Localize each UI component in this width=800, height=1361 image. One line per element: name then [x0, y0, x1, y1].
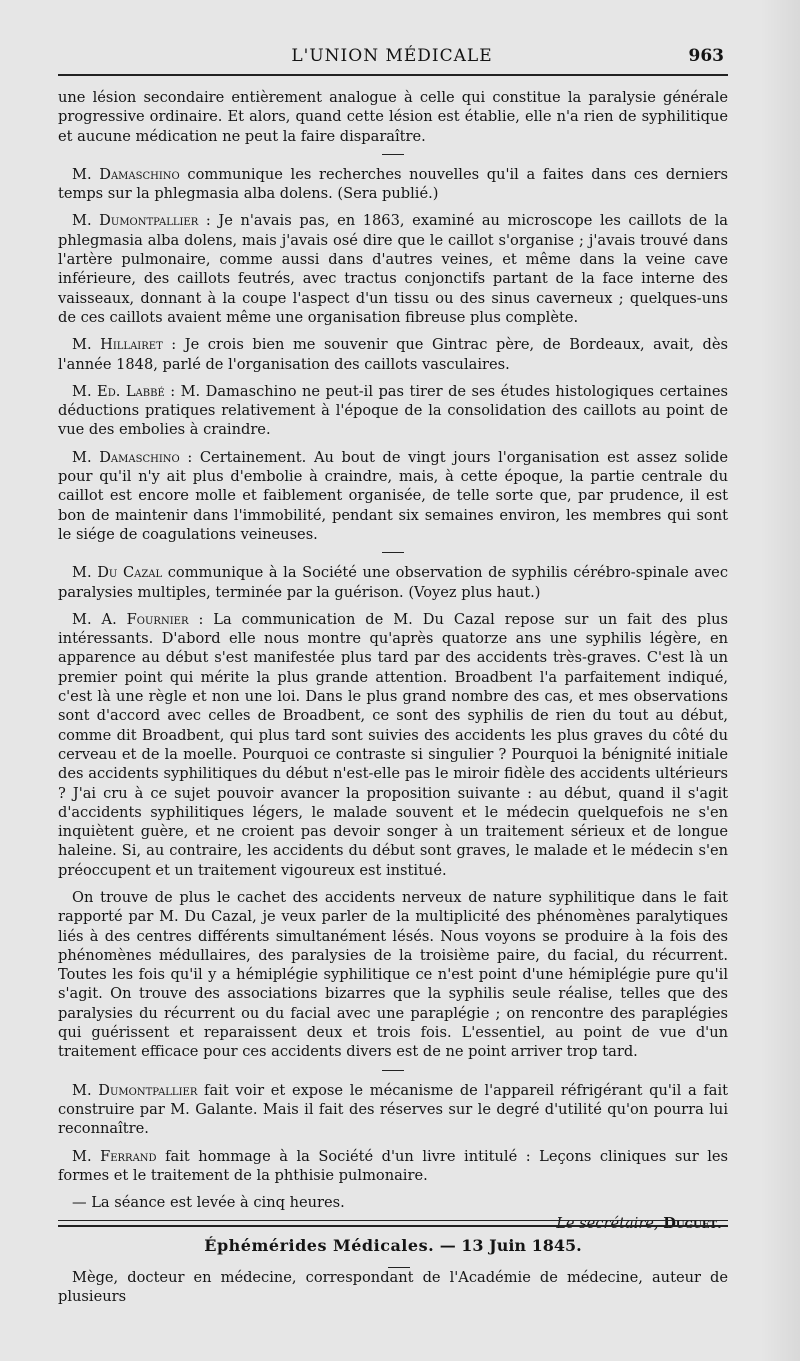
- paragraph: [58, 88, 728, 146]
- speaker-name: M. Du Cazal: [72, 564, 163, 582]
- ephemerides-title: Éphémérides Médicales.: [204, 1236, 435, 1255]
- signature-name: Duguet.: [663, 1215, 722, 1233]
- paragraph: [58, 448, 728, 544]
- speaker-name: M. Ferrand: [72, 1147, 157, 1165]
- paragraph: [58, 888, 728, 1062]
- header-rule: [58, 74, 728, 76]
- paragraph-text: une lésion secondaire entièrement analogue à celle qui constitue la paralysie générale progressive ordinaire. Et alors, quand cette lésion est établie, elle n'a rien de syphilitique et aucune médication ne peut la faire disparaître.: [58, 89, 728, 145]
- paragraph: [58, 610, 728, 880]
- paragraph-text: communique à la Société une observation de syphilis cérébro-spinale avec paralysies multiples, terminée par la guérison. (Voyez plus haut.): [58, 564, 728, 601]
- paragraph: [58, 1147, 728, 1186]
- paragraph-text: : Je n'avais pas, en 1863, examiné au microscope les caillots de la phlegmasia alba dolens, mais j'avais osé dire que le caillot s'organise ; j'avais trouvé dans l'artère pulmonaire, comme aussi dans d'autres veines, et même dans la veine cave inférieure, des caillots feutrés, avec tractus conjonctifs partant de la face interne des vaisseaux, donnant à la coupe l'aspect d'un tissu ou des sinus caverneux ; quelques-uns de ces caillots avaient même une organisation fibreuse plus complète.: [58, 212, 728, 326]
- paragraph-text: On trouve de plus le cachet des accidents nerveux de nature syphilitique dans le fait rapporté par M. Du Cazal, je veux parler de la multiplicité des phénomènes paralytiques liés à des centres différents simultanément lésés. Nous voyons se produire à la fois des phénomènes médullaires, des paralysies de la troisième paire, du facial, du récurrent. Toutes les fois qu'il y a hémiplégie syphilitique ce n'est point d'une hémiplégie pure qu'il s'agit. On trouve des associations bizarres que la syphilis seule réalise, telles que des paralysies du récurrent ou du facial avec une paraplégie ; on rencontre des paraplégies qui guérissent et reparaissent deux et trois fois. L'essentiel, au point de vue d'un traitement efficace pour ces accidents divers est de ne point arriver trop tard.: [58, 888, 728, 1061]
- paragraph: [58, 382, 728, 440]
- ephemerides-date: — 13 Juin 1845.: [439, 1236, 582, 1255]
- speaker-name: M. Dumontpallier: [72, 212, 199, 230]
- article-body: [58, 88, 728, 1234]
- paragraph-text: : Certainement. Au bout de vingt jours l'organisation est assez solide pour qu'il n'y ait plus d'embolie à craindre, mais, à cette époque, la partie centrale du caillot est encore molle et faiblement organisée, de telle sorte que, par prudence, il est bon de maintenir dans l'immobilité, pendant six semaines environ, les membres qui sont le siége de coagulations veineuses.: [58, 448, 728, 543]
- page-number: 963: [688, 46, 724, 66]
- speaker-name: M. A. Fournier: [72, 610, 189, 628]
- section-separator: [382, 154, 404, 155]
- paragraph: [58, 1081, 728, 1139]
- paragraph-text: : Je crois bien me souvenir que Gintrac père, de Bordeaux, avait, dès l'année 1848, parlé de l'organisation des caillots vasculaires.: [58, 336, 728, 373]
- paragraph: [58, 563, 728, 602]
- paragraph-text: fait hommage à la Société d'un livre intitulé : Leçons cliniques sur les formes et le traitement de la phthisie pulmonaire.: [58, 1147, 728, 1184]
- section-separator: [382, 552, 404, 553]
- speaker-name: M. Damaschino: [72, 165, 180, 183]
- speaker-name: M. Dumontpallier: [72, 1081, 198, 1099]
- speaker-name: M. Ed. Labbé: [72, 382, 165, 400]
- section-separator: [382, 1070, 404, 1071]
- paragraph: [58, 1193, 728, 1212]
- paragraph-text: : M. Damaschino ne peut-il pas tirer de ses études histologiques certaines déductions pratiques relativement à l'époque de la consolidation des caillots au point de vue des embolies à craindre.: [58, 382, 728, 439]
- ephemerides-heading: [58, 1236, 728, 1255]
- speaker-name: M. Damaschino: [72, 448, 180, 466]
- paragraph-text: — La séance est levée à cinq heures.: [72, 1194, 345, 1212]
- signature-role: Le secrétaire,: [556, 1215, 659, 1233]
- paragraph-text: fait voir et expose le mécanisme de l'appareil réfrigérant qu'il a fait construire par M. Galante. Mais il fait des réserves sur le degré d'utilité qu'on pourra lui reconnaître.: [58, 1081, 728, 1138]
- paragraph: [58, 165, 728, 204]
- ephemerides-text: Mège, docteur en médecine, correspondant de l'Académie de médecine, auteur de plusieurs: [58, 1269, 728, 1305]
- paragraph: [58, 211, 728, 327]
- paragraph-text: : La communication de M. Du Cazal repose sur un fait des plus intéressants. D'abord elle nous montre qu'après quatorze ans une syphilis légère, en apparence au début s'est manifestée plus tard par des accidents très-graves. C'est là un premier point qui mérite la plus grande attention. Broadbent l'a parfaitement indiqué, c'est là une règle et non une loi. Dans le plus grand nombre des cas, et mes observations sont d'accord avec celles de Broadbent, ce sont des syphilis de rien du tout au début, comme dit Broadbent, qui plus tard sont suivies des accidents les plus graves du côté du cerveau et de la moelle. Pourquoi ce contraste si singulier ? Pourquoi la bénignité initiale des accidents syphilitiques du début n'est-elle pas le miroir fidèle des accidents ultérieurs ? J'ai cru à ce sujet pouvoir avancer la proposition suivante : au début, quand il s'agit d'accidents syphilitiques légers, le malade souvent et le médecin quelquefois ne s'en inquiètent guère, et ne croient pas devoir songer à un traitement sérieux et de longue haleine. Si, au contraire, les accidents du début sont graves, le malade et le médecin s'en préoccupent et un traitement vigoureux est institué.: [58, 610, 728, 879]
- paragraph: [58, 335, 728, 374]
- scan-edge-shadow: [760, 0, 800, 1361]
- paragraph-text: communique les recherches nouvelles qu'il a faites dans ces derniers temps sur la phlegmasia alba dolens. (Sera publié.): [58, 165, 728, 203]
- running-title: L'UNION MÉDICALE: [291, 46, 493, 66]
- speaker-name: M. Hillairet: [72, 336, 163, 354]
- double-rule-divider: [58, 1220, 728, 1227]
- page-header: [58, 44, 726, 72]
